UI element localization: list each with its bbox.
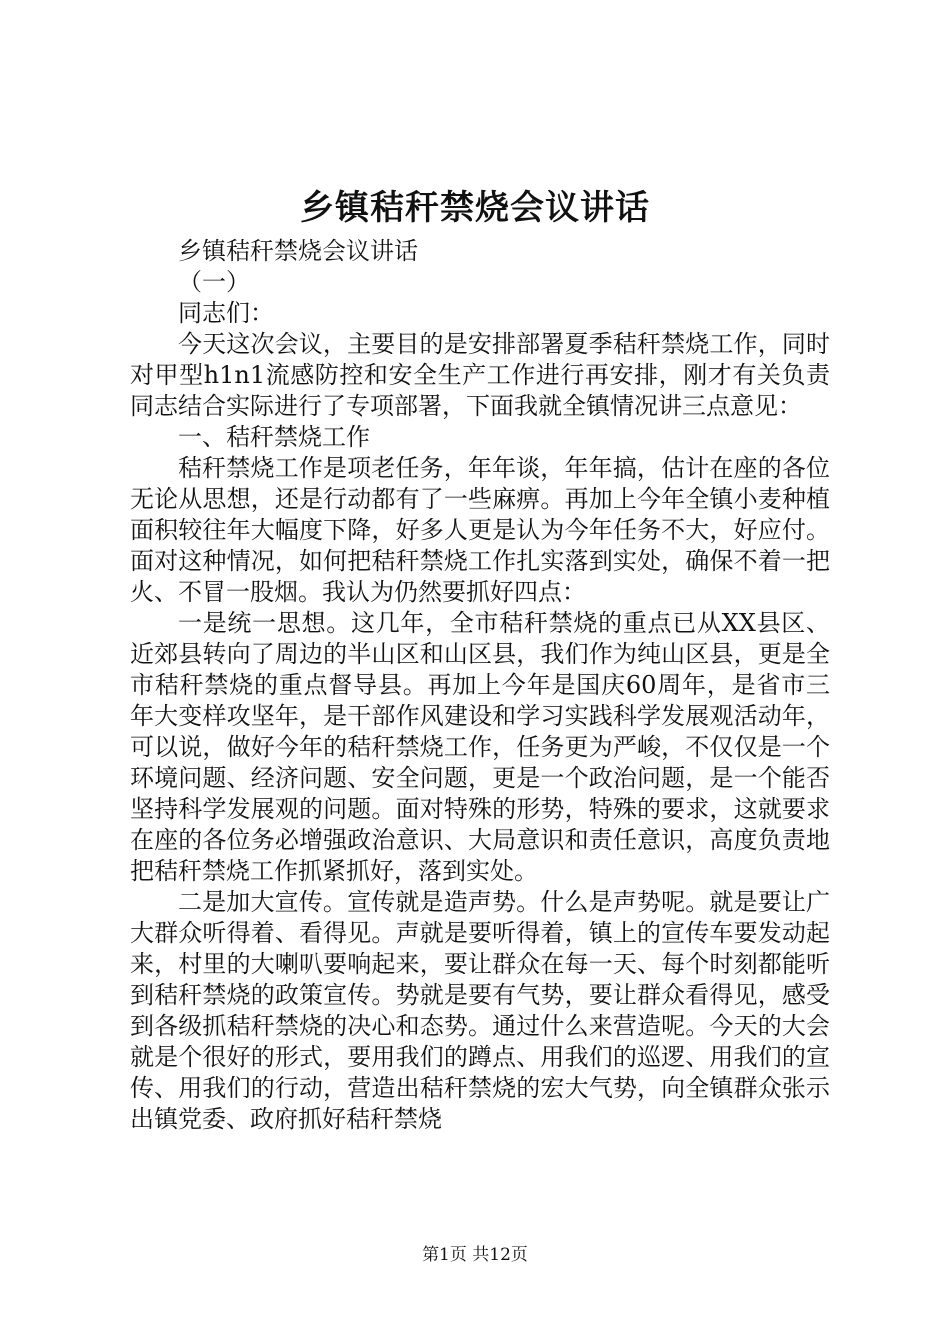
document-body	[130, 236, 830, 1135]
paragraph-section-number: （一）	[178, 268, 250, 296]
paragraph-body-2: 一是统一思想。这几年，全市秸秆禁烧的重点已从XX县区、近郊县转向了周边的半山区和山区县，我们作为纯山区县，更是全市秸秆禁烧的重点督导县。再加上今年是国庆60周年，是省市三年大变样攻坚年，是干部作风建设和学习实践科学发展观活动年，可以说，做好今年的秸秆禁烧工作，任务更为严峻，不仅仅是一个环境问题、经济问题、安全问题，更是一个政治问题，是一个能否坚持科学发展观的问题。面对特殊的形势，特殊的要求，这就要求在座的各位务必增强政治意识、大局意识和责任意识，高度负责地把秸秆禁烧工作抓紧抓好，落到实处。	[130, 609, 830, 885]
page-footer: 第1页 共12页	[422, 1245, 528, 1265]
document-title: 乡镇秸秆禁烧会议讲话	[300, 188, 650, 228]
paragraph-body-1: 秸秆禁烧工作是项老任务，年年谈，年年搞，估计在座的各位无论从思想，还是行动都有了一些麻痹。再加上今年全镇小麦种植面积较往年大幅度下降，好多人更是认为今年任务不大，好应付。面对这种情况，如何把秸秆禁烧工作扎实落到实处，确保不着一把火、不冒一股烟。我认为仍然要抓好四点：	[130, 454, 830, 606]
paragraph-heading-1: 一、秸秆禁烧工作	[178, 423, 370, 451]
paragraph-intro: 今天这次会议，主要目的是安排部署夏季秸秆禁烧工作，同时对甲型h1n1流感防控和安全生产工作进行再安排，刚才有关负责同志结合实际进行了专项部署，下面我就全镇情况讲三点意见：	[130, 330, 830, 420]
paragraph-body-3: 二是加大宣传。宣传就是造声势。什么是声势呢。就是要让广大群众听得着、看得见。声就是要听得着，镇上的宣传车要发动起来，村里的大喇叭要响起来，要让群众在每一天、每个时刻都能听到秸秆禁烧的政策宣传。势就是要有气势，要让群众看得见，感受到各级抓秸秆禁烧的决心和态势。通过什么来营造呢。今天的大会就是个很好的形式，要用我们的蹲点、用我们的巡逻、用我们的宣传、用我们的行动，营造出秸秆禁烧的宏大气势，向全镇群众张示出镇党委、政府抓好秸秆禁烧	[130, 888, 830, 1133]
paragraph-salutation: 同志们：	[178, 299, 274, 327]
paragraph-subtitle: 乡镇秸秆禁烧会议讲话	[178, 237, 418, 265]
